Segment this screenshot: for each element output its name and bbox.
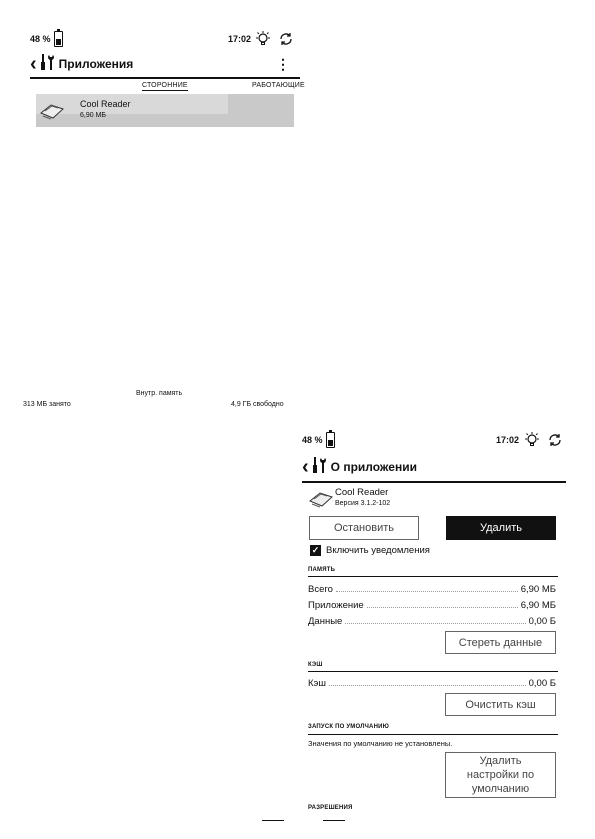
battery-percent: 48 % xyxy=(302,435,323,445)
page-indicator-left xyxy=(262,820,284,824)
clock: 17:02 xyxy=(228,34,252,44)
list-item[interactable] xyxy=(36,94,294,127)
sync-icon[interactable] xyxy=(277,30,295,53)
frontlight-icon[interactable] xyxy=(523,431,541,454)
cache-header: КЭШ xyxy=(308,662,323,668)
app-name: Cool Reader xyxy=(335,487,389,498)
status-bar xyxy=(302,428,566,452)
storage-used: 313 МБ занято xyxy=(23,401,71,408)
back-arrow-icon[interactable]: ‹ xyxy=(302,456,309,478)
defaults-header: ЗАПУСК ПО УМОЛЧАНИЮ xyxy=(308,724,390,730)
storage-title: Внутр. память xyxy=(136,390,183,397)
clock: 17:02 xyxy=(496,435,520,445)
clear-cache-button[interactable]: Очистить кэш xyxy=(445,693,556,716)
frontlight-icon[interactable] xyxy=(254,30,272,53)
tab-third-party[interactable]: СТОРОННИЕ xyxy=(142,82,188,89)
title-divider xyxy=(30,77,300,79)
battery-icon xyxy=(54,31,63,47)
memory-divider xyxy=(308,576,558,577)
battery-icon xyxy=(326,432,335,448)
memory-row-app: Приложение 6,90 МБ xyxy=(308,600,556,611)
cache-divider xyxy=(308,671,558,672)
page-indicator-right xyxy=(323,820,345,824)
defaults-text: Значения по умолчанию не установлены. xyxy=(308,739,453,748)
permissions-header: РАЗРЕШЕНИЯ xyxy=(308,805,353,811)
back-arrow-icon[interactable]: ‹ xyxy=(30,53,37,75)
tools-icon xyxy=(311,456,327,479)
storage-free: 4,9 ГБ свободно xyxy=(231,401,284,408)
page-title: Приложения xyxy=(58,57,134,71)
apps-screen xyxy=(23,27,305,414)
title-bar xyxy=(302,454,566,480)
cache-row: Кэш 0,00 Б xyxy=(308,678,556,689)
stop-button[interactable]: Остановить xyxy=(309,516,419,540)
page-title: О приложении xyxy=(330,460,417,474)
tab-bar xyxy=(30,80,305,94)
memory-row-total: Всего 6,90 МБ xyxy=(308,584,556,595)
title-divider xyxy=(302,481,566,483)
app-version: Версия 3.1.2-102 xyxy=(335,500,391,507)
status-bar xyxy=(30,27,300,51)
app-size: 6,90 МБ xyxy=(80,112,106,119)
memory-header: ПАМЯТЬ xyxy=(308,567,336,573)
defaults-divider xyxy=(308,734,558,735)
notifications-label: Включить уведомления xyxy=(326,545,430,556)
cool-reader-icon xyxy=(308,487,334,514)
tab-running[interactable]: РАБОТАЮЩИЕ xyxy=(252,82,305,89)
notifications-checkbox[interactable]: ✓ xyxy=(311,545,320,555)
title-bar xyxy=(30,51,300,77)
memory-row-data: Данные 0,00 Б xyxy=(308,616,556,627)
sync-icon[interactable] xyxy=(546,431,564,454)
uninstall-button[interactable]: Удалить xyxy=(446,516,556,540)
more-menu-icon[interactable]: ⋮ xyxy=(276,55,290,72)
battery-percent: 48 % xyxy=(30,34,51,44)
app-name: Cool Reader xyxy=(80,99,131,109)
app-info-screen xyxy=(302,426,566,816)
clear-defaults-button[interactable]: Удалить настройки по умолчанию xyxy=(445,752,556,798)
tools-icon xyxy=(39,53,55,76)
clear-data-button[interactable]: Стереть данные xyxy=(445,631,556,654)
cool-reader-icon xyxy=(39,99,65,126)
